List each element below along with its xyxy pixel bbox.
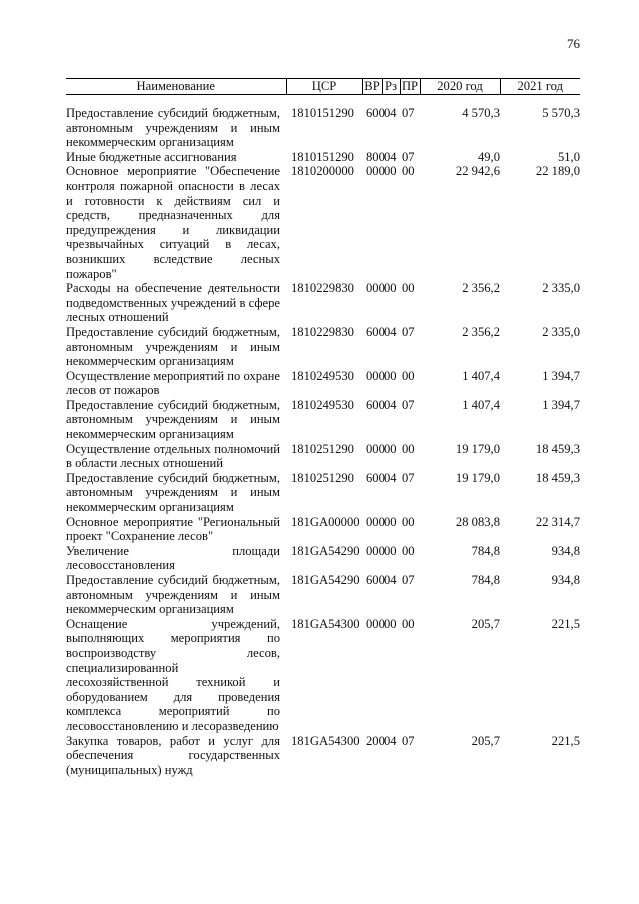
cell-csr: 181GA54290 — [291, 573, 360, 587]
cell-2021: 18 459,3 — [535, 441, 580, 456]
table-row — [66, 164, 580, 281]
cell-csr: 1810251290 — [291, 441, 354, 456]
cell-name: Основное мероприятие "Региональный проект "Сохранение лесов" — [66, 514, 280, 544]
cell-2020: 784,8 — [471, 543, 500, 558]
cell-csr: 1810151290 — [291, 106, 354, 120]
cell-2020: 19 179,0 — [455, 470, 500, 485]
header-2020: 2020 год — [420, 79, 500, 95]
header-2021: 2021 год — [500, 79, 580, 95]
cell-name: Предоставление субсидий бюджетным, автономным учреждениям и иным некоммерческим организациям — [66, 324, 280, 369]
cell-name: Предоставление субсидий бюджетным, автономным учреждениям и иным некоммерческим организациям — [66, 470, 280, 515]
table-row — [66, 471, 580, 515]
cell-2021: 5 570,3 — [542, 106, 580, 120]
table-header — [66, 79, 580, 95]
page-number: 76 — [567, 36, 580, 51]
cell-vr: 000 — [366, 543, 385, 558]
cell-2020: 784,8 — [471, 573, 500, 587]
cell-csr: 181GA00000 — [291, 514, 360, 529]
cell-vr: 000 — [366, 164, 385, 179]
cell-vr: 200 — [366, 733, 385, 748]
cell-pr: 07 — [402, 733, 415, 748]
cell-2021: 22 314,7 — [535, 514, 580, 529]
cell-rz: 00 — [384, 368, 397, 383]
cell-rz: 00 — [384, 441, 397, 456]
cell-rz: 04 — [384, 324, 397, 339]
cell-csr: 1810249530 — [291, 397, 354, 412]
cell-vr: 600 — [366, 470, 385, 485]
cell-vr: 600 — [366, 573, 385, 587]
cell-pr: 00 — [402, 616, 415, 631]
cell-pr: 07 — [402, 149, 415, 164]
header-csr: ЦСР — [286, 79, 362, 95]
cell-rz: 04 — [384, 106, 397, 120]
cell-name: Иные бюджетные ассигнования — [66, 149, 237, 164]
cell-vr: 000 — [366, 281, 385, 296]
cell-rz: 00 — [384, 616, 397, 631]
cell-name: Предоставление субсидий бюджетным, автономным учреждениям и иным некоммерческим организациям — [66, 106, 280, 150]
cell-2020: 1 407,4 — [462, 368, 500, 383]
cell-name: Предоставление субсидий бюджетным, автономным учреждениям и иным некоммерческим организациям — [66, 397, 280, 442]
cell-2020: 1 407,4 — [462, 397, 500, 412]
cell-rz: 04 — [384, 470, 397, 485]
table-row — [66, 325, 580, 369]
cell-rz: 00 — [384, 514, 397, 529]
cell-rz: 00 — [384, 164, 397, 179]
cell-pr: 07 — [402, 573, 415, 587]
header-name: Наименование — [66, 79, 286, 95]
cell-csr: 181GA54300 — [291, 733, 360, 748]
table-row — [66, 617, 580, 734]
cell-pr: 00 — [402, 441, 415, 456]
cell-2021: 2 335,0 — [542, 281, 580, 296]
cell-2021: 934,8 — [551, 543, 580, 558]
cell-2021: 934,8 — [551, 573, 580, 587]
cell-csr: 1810229830 — [291, 324, 354, 339]
table-row — [66, 95, 580, 150]
cell-name: Расходы на обеспечение деятельности подведомственных учреждений в сфере лесных отношений — [66, 281, 280, 325]
cell-2020: 2 356,2 — [462, 281, 500, 296]
table-row — [66, 515, 580, 544]
cell-vr: 600 — [366, 106, 385, 120]
header-vr: ВР — [362, 79, 382, 95]
cell-2021: 18 459,3 — [535, 470, 580, 485]
table-row — [66, 369, 580, 398]
cell-2021: 51,0 — [557, 149, 580, 164]
cell-2021: 1 394,7 — [542, 397, 580, 412]
cell-name: Закупка товаров, работ и услуг для обеспечения государственных (муниципальных) нужд — [66, 733, 280, 777]
header-row — [66, 79, 580, 95]
header-rz: Рз — [382, 79, 400, 95]
cell-csr: 1810200000 — [291, 164, 354, 179]
table-row — [66, 544, 580, 573]
cell-rz: 04 — [384, 573, 397, 587]
cell-pr: 07 — [402, 470, 415, 485]
cell-pr: 00 — [402, 514, 415, 529]
table-row — [66, 734, 580, 778]
cell-vr: 000 — [366, 441, 385, 456]
cell-name: Предоставление субсидий бюджетным, автономным учреждениям и иным некоммерческим организациям — [66, 573, 280, 617]
cell-2021: 221,5 — [551, 616, 580, 631]
cell-pr: 07 — [402, 106, 415, 120]
cell-2020: 205,7 — [471, 616, 500, 631]
table-row — [66, 442, 580, 471]
cell-csr: 1810151290 — [291, 149, 354, 164]
cell-2020: 22 942,6 — [455, 164, 500, 179]
cell-pr: 00 — [402, 281, 415, 296]
header-pr: ПР — [401, 79, 419, 93]
table-row — [66, 398, 580, 442]
cell-name: Основное мероприятие "Обеспечение контроля пожарной опасности в лесах и готовности к действиям сил и средств, предназначенных для предупреждения и ликвидации чрезвычайных ситуаций в лесах, возникших вследствие лесных пожаров" — [66, 164, 280, 281]
cell-2021: 22 189,0 — [535, 164, 580, 179]
cell-vr: 600 — [366, 397, 385, 412]
cell-name: Осуществление отдельных полномочий в области лесных отношений — [66, 441, 280, 471]
cell-name: Увеличение площади лесовосстановления — [66, 543, 280, 573]
cell-vr: 000 — [366, 368, 385, 383]
cell-csr: 1810251290 — [291, 470, 354, 485]
cell-2020: 2 356,2 — [462, 324, 500, 339]
cell-2021: 2 335,0 — [542, 324, 580, 339]
cell-pr: 00 — [402, 164, 415, 179]
cell-2020: 4 570,3 — [462, 106, 500, 120]
cell-csr: 1810249530 — [291, 368, 354, 383]
table-row — [66, 573, 580, 617]
cell-vr: 000 — [366, 514, 385, 529]
budget-table — [66, 78, 580, 777]
cell-pr: 00 — [402, 368, 415, 383]
cell-pr: 07 — [402, 397, 415, 412]
cell-vr: 800 — [366, 149, 385, 164]
cell-2020: 205,7 — [471, 733, 500, 748]
cell-csr: 181GA54290 — [291, 543, 360, 558]
cell-2020: 28 083,8 — [455, 514, 500, 529]
table-row — [66, 281, 580, 325]
table-row — [66, 150, 580, 165]
cell-pr: 07 — [402, 324, 415, 339]
cell-2021: 221,5 — [551, 733, 580, 748]
cell-vr: 600 — [366, 324, 385, 339]
cell-2020: 49,0 — [477, 149, 500, 164]
cell-rz: 00 — [384, 543, 397, 558]
cell-rz: 04 — [384, 733, 397, 748]
cell-rz: 00 — [384, 281, 397, 296]
cell-rz: 04 — [384, 149, 397, 164]
cell-csr: 1810229830 — [291, 281, 354, 296]
cell-csr: 181GA54300 — [291, 616, 360, 631]
cell-vr: 000 — [366, 616, 385, 631]
cell-2021: 1 394,7 — [542, 368, 580, 383]
cell-rz: 04 — [384, 397, 397, 412]
table-body — [66, 95, 580, 778]
cell-2020: 19 179,0 — [455, 441, 500, 456]
cell-name: Оснащение учреждений, выполняющих мероприятия по воспроизводству лесов, специализированной лесохозяйственной техникой и оборудованием для проведения комплекса мероприятий по лесовосстановлению и лесоразведению — [66, 616, 280, 733]
cell-name: Осуществление мероприятий по охране лесов от пожаров — [66, 368, 280, 398]
cell-pr: 00 — [402, 543, 415, 558]
